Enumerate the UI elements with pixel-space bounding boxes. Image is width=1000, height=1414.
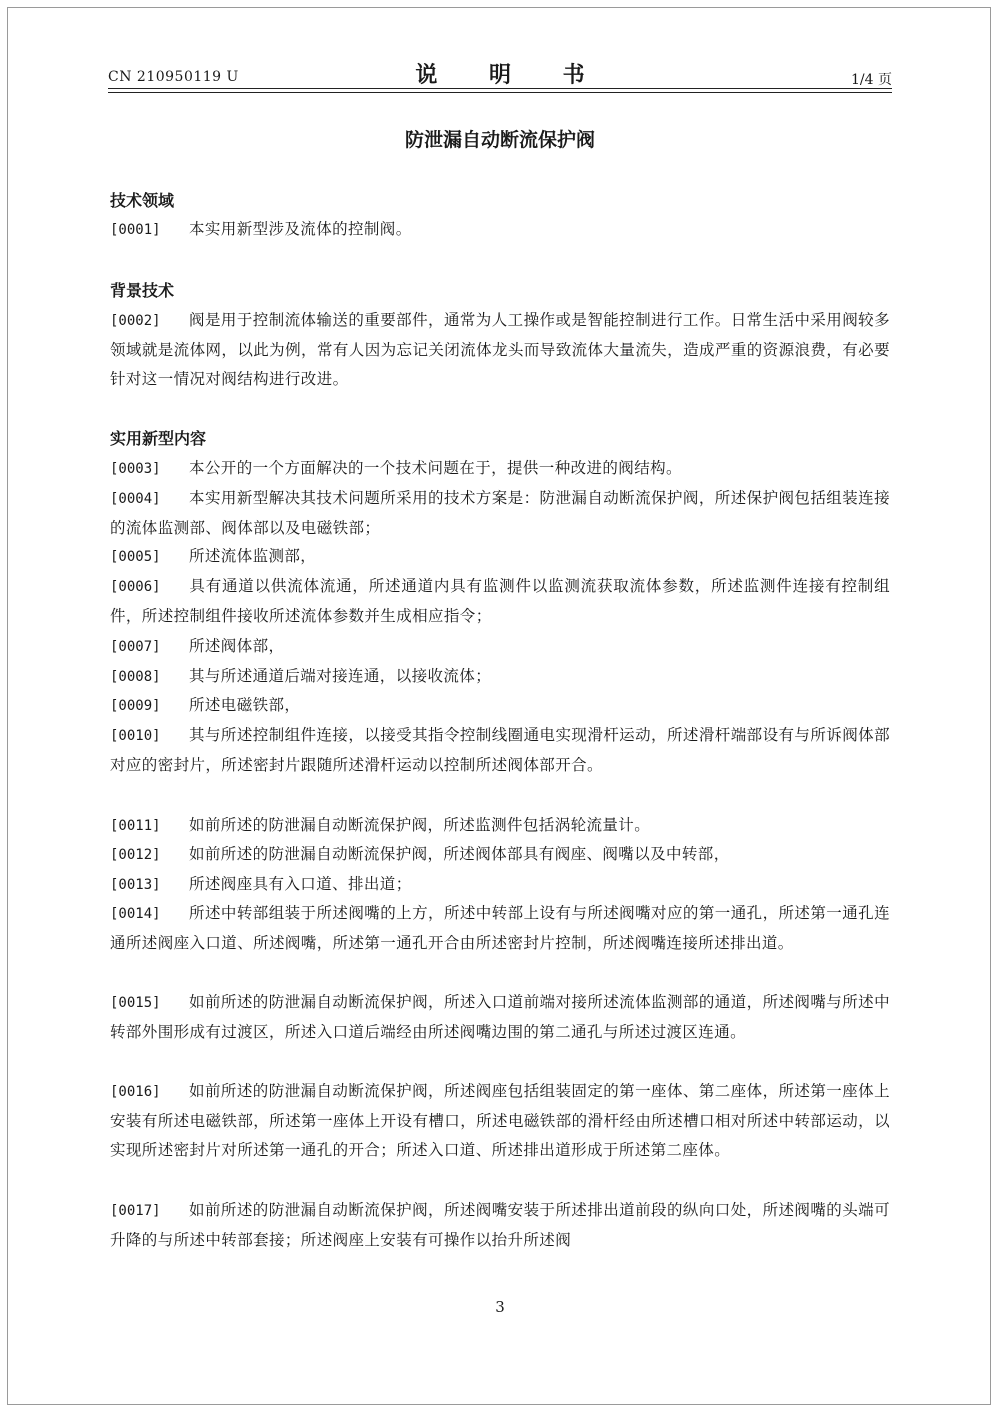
paragraph-number: [0011]	[110, 818, 161, 834]
paragraph	[110, 988, 890, 1047]
paragraph-text: 所述中转部组装于所述阀嘴的上方，所述中转部上设有与所述阀嘴对应的第一通孔，所述第一通孔连通所述阀座入口道、所述阀嘴，所述第一通孔开合由所述密封片控制，所述阀嘴连接所述排出道。	[110, 904, 890, 952]
paragraph	[110, 840, 890, 870]
paragraph-text: 所述阀体部，	[189, 637, 285, 655]
paragraph-text: 阀是用于控制流体输送的重要部件，通常为人工操作或是智能控制进行工作。日常生活中采用阀较多领域就是流体网，以此为例，常有人因为忘记关闭流体龙头而导致流体大量流失，造成严重的资源浪费，有必要针对这一情况对阀结构进行改进。	[110, 311, 890, 388]
paragraph-number: [0001]	[110, 222, 161, 238]
paragraph-text: 如前所述的防泄漏自动断流保护阀，所述阀座包括组装固定的第一座体、第二座体，所述第一座体上安装有所述电磁铁部，所述第一座体上开设有槽口，所述电磁铁部的滑杆经由所述槽口相对所述中转部运动，以实现所述密封片对所述第一通孔的开合；所述入口道、所述排出道形成于所述第二座体。	[110, 1082, 890, 1159]
paragraph-text: 所述阀座具有入口道、排出道；	[189, 875, 412, 893]
paragraph-number: [0013]	[110, 877, 161, 893]
paragraph-text: 如前所述的防泄漏自动断流保护阀，所述阀嘴安装于所述排出道前段的纵向口处，所述阀嘴的头端可升降的与所述中转部套接；所述阀座上安装有可操作以抬升所述阀	[110, 1201, 890, 1249]
paragraph	[110, 870, 890, 900]
paragraph-number: [0006]	[110, 579, 161, 595]
section-heading: 技术领域	[110, 191, 175, 210]
paragraph-number: [0009]	[110, 698, 161, 714]
paragraph-text: 其与所述通道后端对接连通，以接收流体；	[189, 667, 492, 685]
paragraph-text: 所述流体监测部，	[189, 547, 317, 565]
patent-number: CN 210950119 U	[108, 69, 239, 85]
page-number: 3	[495, 1298, 505, 1316]
paragraph	[110, 662, 890, 692]
paragraph-number: [0016]	[110, 1084, 161, 1100]
paragraph-number: [0015]	[110, 995, 161, 1011]
paragraph-number: [0002]	[110, 313, 161, 329]
page-label: 1/4 页	[851, 72, 892, 88]
paragraph	[110, 691, 890, 721]
paragraph-text: 本实用新型解决其技术问题所采用的技术方案是：防泄漏自动断流保护阀，所述保护阀包括组装连接的流体监测部、阀体部以及电磁铁部；	[110, 489, 890, 537]
section-heading: 背景技术	[110, 281, 175, 300]
paragraph-number: [0004]	[110, 491, 161, 507]
paragraph-text: 所述电磁铁部，	[189, 696, 301, 714]
document-title: 防泄漏自动断流保护阀	[404, 129, 595, 151]
paragraph-text: 如前所述的防泄漏自动断流保护阀，所述入口道前端对接所述流体监测部的通道，所述阀嘴与所述中转部外围形成有过渡区，所述入口道后端经由所述阀嘴边围的第二通孔与所述过渡区连通。	[110, 993, 890, 1041]
paragraph	[110, 1077, 890, 1164]
paragraph-number: [0007]	[110, 639, 161, 655]
paragraph-text: 如前所述的防泄漏自动断流保护阀，所述监测件包括涡轮流量计。	[189, 816, 651, 834]
paragraph	[110, 1196, 890, 1255]
header-rule-thin	[108, 92, 892, 93]
paragraph	[110, 542, 890, 572]
paragraph	[110, 811, 890, 841]
paragraph-number: [0008]	[110, 669, 161, 685]
header-title: 说 明 书	[415, 63, 607, 88]
paragraph-number: [0017]	[110, 1203, 161, 1219]
paragraph-text: 具有通道以供流体流通，所述通道内具有监测件以监测流获取流体参数，所述监测件连接有控制组件，所述控制组件接收所述流体参数并生成相应指令；	[110, 577, 890, 625]
header-rule	[108, 88, 892, 89]
paragraph-text: 其与所述控制组件连接，以接受其指令控制线圈通电实现滑杆运动，所述滑杆端部设有与所诉阀体部对应的密封片，所述密封片跟随所述滑杆运动以控制所述阀体部开合。	[110, 726, 890, 774]
paragraph	[110, 454, 890, 484]
paragraph-number: [0012]	[110, 847, 161, 863]
section-heading: 实用新型内容	[110, 429, 207, 448]
paragraph-text: 如前所述的防泄漏自动断流保护阀，所述阀体部具有阀座、阀嘴以及中转部，	[189, 845, 730, 863]
paragraph	[110, 572, 890, 631]
paragraph-text: 本公开的一个方面解决的一个技术问题在于，提供一种改进的阀结构。	[189, 459, 682, 477]
paragraph-number: [0014]	[110, 906, 161, 922]
paragraph	[110, 899, 890, 958]
paragraph	[110, 215, 890, 245]
paragraph-number: [0005]	[110, 549, 161, 565]
paragraph	[110, 721, 890, 780]
paragraph	[110, 632, 890, 662]
paragraph-number: [0010]	[110, 728, 161, 744]
paragraph	[110, 484, 890, 543]
paragraph-text: 本实用新型涉及流体的控制阀。	[189, 220, 412, 238]
paragraph	[110, 306, 890, 393]
paragraph-number: [0003]	[110, 461, 161, 477]
